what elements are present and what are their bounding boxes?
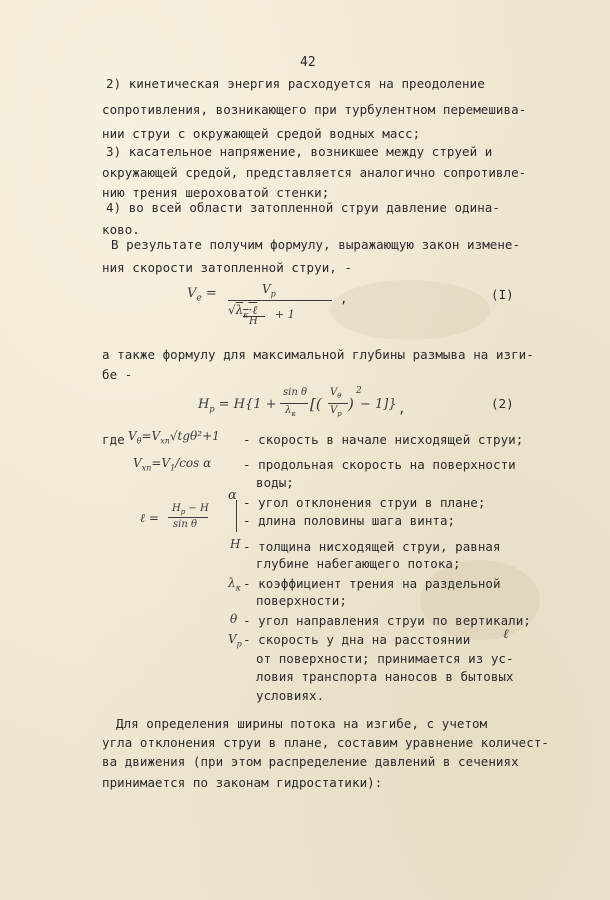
definition: - коэффициент трения на раздельной [243,576,501,591]
definition-cont: условиях. [256,688,325,703]
definition-cont: поверхности; [256,593,347,608]
where-label: где [102,432,125,447]
text-line: бе - [102,367,133,382]
text-line: сопротивления, возникающего при турбулентном перемешива- [102,102,527,117]
symbol-l-small: ℓ [503,627,509,642]
text-line: В результате получим формулу, выражающую закон измене- [111,237,521,252]
text-line: принимается по законам гидростатики): [102,775,383,790]
symbol-l-num: $H_p - H$ [172,503,209,516]
document-page: 42 2) кинетическая энергия расходуется на преодоление сопротивления, возникающего при турбулентном перемешива- нии струи с окружающей средой водных масс; 3) касательное напряжение, возникшее между струей и окружающей средой, представляется аналогично сопротивле- нию трения шероховатой стенки; 4) во всей области затопленной струи давление одина- ково. В результате получим формулу, выражающую закон измене- ния скорости затопленной струи, - $V_e$ = $V_p$ $√\lambda_\kappa\cdot\ell$ + 1 H , (I) а также формулу для максимальной глубины размыва на изги- бе - $H_p = H\{1$ + sin θ $\lambda_\kappa$ [( $V_\theta$ $V_p$ ) 2 − 1]} , (2) где $V_\theta=V_{xn}√tg\theta^2+1$ - скорость в начале нисходящей струи; $V_{xn}=V_1/\cos$ α - продольная скорость на поверхности воды; α - угол отклонения струи в плане; ℓ = $H_p - H$ sin θ - длина половины шага винта; H - толщина нисходящей струи, равная глубине набегающего потока; $\lambda_\kappa$ - коэффициент трения на раздельной поверхности; θ - угол направления струи по вертикали; $V_p$ - скорость у дна на расстоянии ℓ от поверхности; принимается из ус- ловия транспорта наносов в бытовых условиях. Для определения ширины потока на изгибе, с учетом угла отклонения струи в плане, составим уравнение количест- ва движения (при этом распределение давлений в сечениях принимается по законам гидростатики): [0,0,610,900]
paper-stain [330,280,490,340]
definition-cont: от поверхности; принимается из ус- [256,651,514,666]
symbol-v-theta: $V_\theta=V_{xn}√tg\theta^2+1$ [128,429,220,446]
symbol-theta: θ [230,612,238,626]
definition: - толщина нисходящей струи, равная [243,539,501,554]
text-line: 3) касательное напряжение, возникшее между струей и [106,144,493,159]
definition-cont: воды; [256,475,294,490]
text-line: нию трения шероховатой стенки; [102,185,330,200]
definition: - скорость у дна на расстоянии [243,632,471,647]
formula-number: (I) [491,287,514,302]
definition: - скорость в начале нисходящей струи; [243,432,524,447]
definition: - длина половины шага винта; [243,513,456,528]
text-line: окружающей средой, представляется аналогично сопротивле- [102,165,527,180]
symbol-l: ℓ = [140,511,159,525]
text-line: ния скорости затопленной струи, - [102,260,352,275]
definition: - угол отклонения струи в плане; [243,495,486,510]
symbol-l-den: sin θ [173,519,197,530]
symbol-v-xn: $V_{xn}=V_1/\cos$ α [133,456,212,473]
text-line: нии струи с окружающей средой водных масс; [102,126,421,141]
definition: - угол направления струи по вертикали; [243,613,531,628]
text-line: ково. [102,222,140,237]
formula-number: (2) [491,396,514,411]
paper-stain [420,560,540,640]
symbol-alpha: α [228,488,237,503]
symbol-h: H [230,537,241,551]
text-line: угла отклонения струи в плане, составим уравнение количест- [102,735,549,750]
definition: - продольная скорость на поверхности [243,457,516,472]
symbol-v-p: $V_p$ [228,632,242,649]
text-line: ва движения (при этом распределение давлений в сечениях [102,754,519,769]
definition-cont: ловия транспорта наносов в бытовых [256,669,514,684]
definition-cont: глубине набегающего потока; [256,556,461,571]
text-line: 2) кинетическая энергия расходуется на преодоление [106,76,485,91]
text-line: а также формулу для максимальной глубины размыва на изги- [102,347,534,362]
page-number: 42 [300,55,316,70]
text-line: 4) во всей области затопленной струи давление одина- [106,200,500,215]
symbol-lambda: $\lambda_\kappa$ [228,576,241,593]
text-line: Для определения ширины потока на изгибе, с учетом [116,716,488,731]
